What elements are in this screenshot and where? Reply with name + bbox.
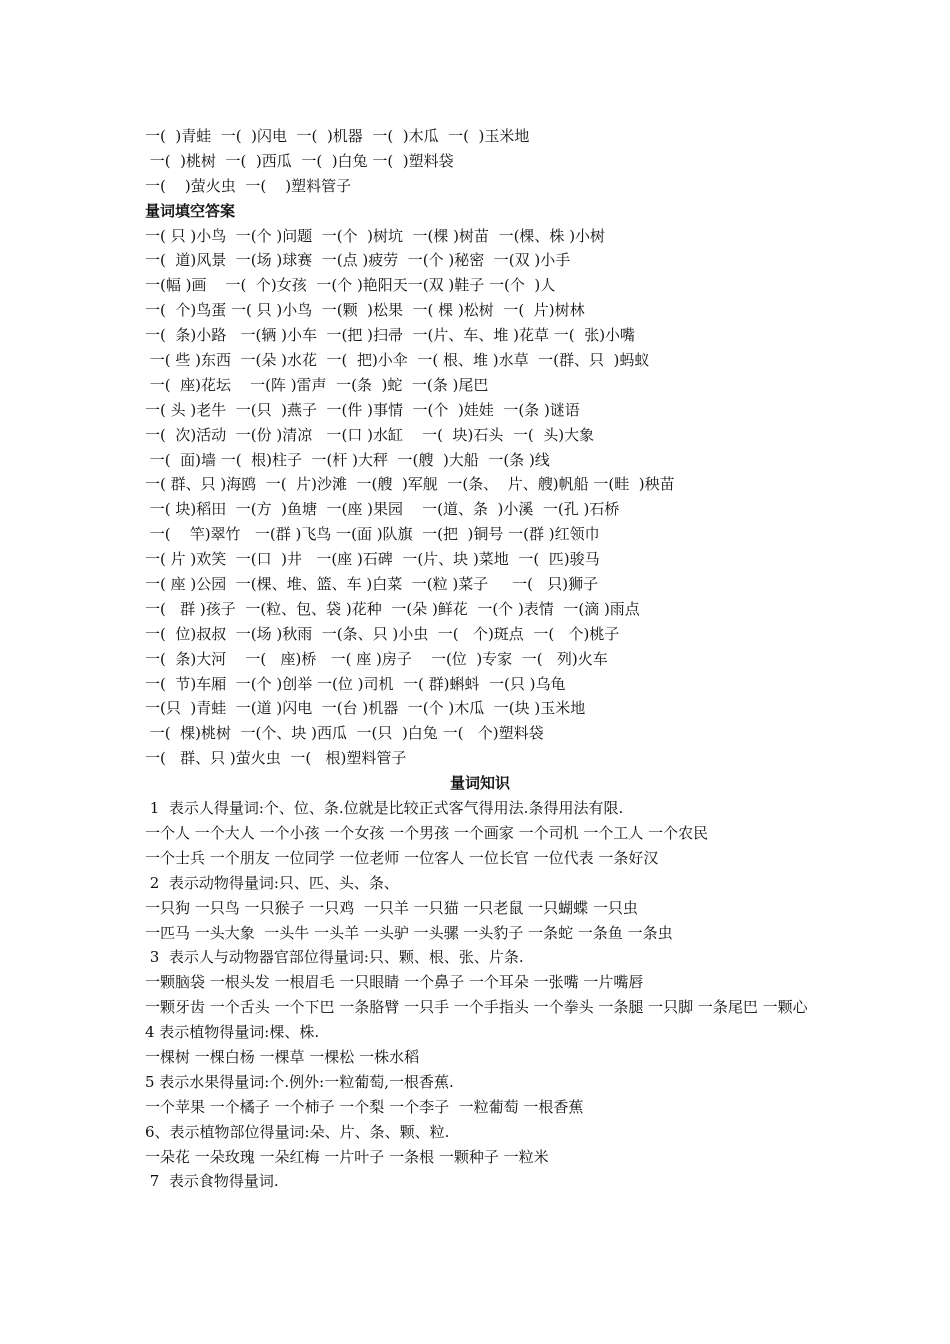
answer-line: 一( 只 )小鸟 一(个 )问题 一(个 )树坑 一(棵 )树苗 一(棵、株 )小树 — [145, 226, 606, 245]
answer-line: 一( 座)花坛 一(阵 )雷声 一(条 )蛇 一(条 )尾巴 — [145, 375, 489, 394]
answer-line: 一( 节)车厢 一(个 )创举 一(位 )司机 一( 群)蝌蚪 一(只 )乌龟 — [145, 674, 566, 693]
knowledge-line: 7 表示食物得量词. — [145, 1172, 279, 1191]
knowledge-line: 一个人 一个大人 一个小孩 一个女孩 一个男孩 一个画家 一个司机 一个工人 一个农民 — [145, 823, 709, 842]
answer-line: 一( 群 )孩子 一(粒、包、袋 )花种 一(朵 )鲜花 一(个 )表情 一(滴 )雨点 — [145, 599, 640, 618]
exercise-line: 一( )青蛙 一( )闪电 一( )机器 一( )木瓜 一( )玉米地 — [145, 127, 530, 145]
knowledge-line: 1 表示人得量词:个、位、条.位就是比较正式客气得用法.条得用法有限. — [145, 799, 624, 818]
answer-line: 一( 个)鸟蛋 一( 只 )小鸟 一(颗 )松果 一( 棵 )松树 一( 片)树林 — [145, 301, 585, 320]
answer-line: 一( 棵)桃树 一(个、块 )西瓜 一(只 )白兔 一( 个)塑料袋 — [145, 724, 544, 743]
answer-line: 一( 条)大河 一( 座)桥 一( 座 )房子 一(位 )专家 一( 列)火车 — [145, 649, 608, 668]
knowledge-line: 一颗牙齿 一个舌头 一个下巴 一条胳臂 一只手 一个手指头 一个拳头 一条腿 一只脚 一条尾巴 一颗心 — [145, 998, 808, 1017]
knowledge-line: 一朵花 一朵玫瑰 一朵红梅 一片叶子 一条根 一颗种子 一粒米 — [145, 1147, 549, 1166]
knowledge-line: 一个士兵 一个朋友 一位同学 一位老师 一位客人 一位长官 一位代表 一条好汉 — [145, 848, 659, 867]
answer-line: 一( 些 )东西 一(朵 )水花 一( 把)小伞 一( 根、堆 )水草 一(群、只 )蚂蚁 — [145, 351, 650, 370]
knowledge-line: 一颗脑袋 一根头发 一根眉毛 一只眼睛 一个鼻子 一个耳朵 一张嘴 一片嘴唇 — [145, 973, 644, 992]
answer-line: 一( 面)墙 一( 根)柱子 一(杆 )大秤 一(艘 )大船 一(条 )线 — [145, 450, 550, 469]
document-page — [145, 124, 815, 1194]
answer-line: 一( 片 )欢笑 一(口 )井 一(座 )石碑 一(片、块 )菜地 一( 匹)骏马 — [145, 550, 600, 569]
knowledge-line: 6、表示植物部位得量词:朵、片、条、颗、粒. — [145, 1122, 450, 1141]
answer-line: 一( 位)叔叔 一(场 )秋雨 一(条、只 )小虫 一( 个)斑点 一( 个)桃子 — [145, 624, 620, 643]
answer-line: 一( 头 )老牛 一(只 )燕子 一(件 )事情 一(个 )娃娃 一(条 )谜语 — [145, 400, 580, 419]
answers-heading: 量词填空答案 — [145, 201, 236, 220]
exercise-section — [145, 124, 815, 199]
answer-line: 一( 群、只 )海鸥 一( 片)沙滩 一(艘 )军舰 一(条、 片、艘)帆船 一(畦 )秧苗 — [145, 475, 675, 494]
knowledge-line: 一匹马 一头大象 一头牛 一头羊 一头驴 一头骡 一头豹子 一条蛇 一条鱼 一条虫 — [145, 923, 673, 942]
knowledge-line: 一只狗 一只鸟 一只猴子 一只鸡 一只羊 一只猫 一只老鼠 一只蝴蝶 一只虫 — [145, 898, 638, 917]
answer-line: 一( 座 )公园 一(棵、堆、篮、车 )白菜 一(粒 )菜子 一( 只)狮子 — [145, 575, 599, 594]
answer-line: 一( 次)活动 一(份 )清凉 一(口 )水缸 一( 块)石头 一( 头)大象 — [145, 425, 595, 444]
knowledge-section — [145, 796, 815, 1194]
knowledge-line: 4 表示植物得量词:棵、株. — [145, 1023, 320, 1042]
answer-line: 一(幅 )画 一( 个)女孩 一(个 )艳阳天一(双 )鞋子 一(个 )人 — [145, 276, 556, 295]
answer-line: 一(只 )青蛙 一(道 )闪电 一(台 )机器 一(个 )木瓜 一(块 )玉米地 — [145, 699, 586, 718]
answer-line: 一( 块)稻田 一(方 )鱼塘 一(座 )果园 一(道、条 )小溪 一(孔 )石桥 — [145, 500, 620, 519]
answer-line: 一( 条)小路 一(辆 )小车 一(把 )扫帚 一(片、车、堆 )花草 一( 张)小嘴 — [145, 326, 636, 345]
answers-section — [145, 224, 815, 772]
knowledge-line: 2 表示动物得量词:只、匹、头、条、 — [145, 873, 399, 892]
knowledge-line: 一个苹果 一个橘子 一个柿子 一个梨 一个李子 一粒葡萄 一根香蕉 — [145, 1097, 584, 1116]
knowledge-heading: 量词知识 — [449, 774, 510, 793]
answer-line: 一( 群、只 )萤火虫 一( 根)塑料管子 — [145, 749, 407, 768]
exercise-line: 一( )萤火虫 一( )塑料管子 — [145, 176, 352, 195]
knowledge-line: 一棵树 一棵白杨 一棵草 一棵松 一株水稻 — [145, 1047, 420, 1066]
knowledge-line: 3 表示人与动物器官部位得量词:只、颗、根、张、片条. — [145, 948, 524, 967]
answer-line: 一( 竿)翠竹 一(群 )飞鸟 一(面 )队旗 一(把 )铜号 一(群 )红领巾 — [145, 525, 600, 544]
exercise-line: 一( )桃树 一( )西瓜 一( )白兔 一( )塑料袋 — [145, 151, 454, 170]
knowledge-line: 5 表示水果得量词:个.例外:一粒葡萄,一根香蕉. — [145, 1072, 454, 1091]
answer-line: 一( 道)风景 一(场 )球赛 一(点 )疲劳 一(个 )秘密 一(双 )小手 — [145, 251, 571, 270]
